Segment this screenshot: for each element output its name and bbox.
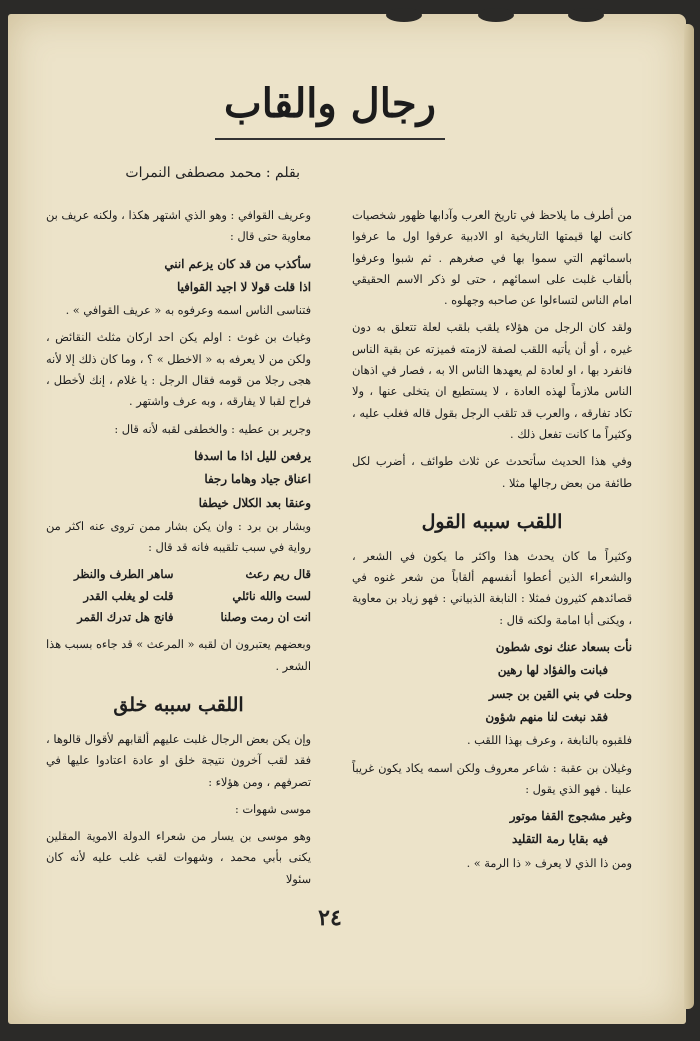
verse-line: فقد نبغت لنا منهم شؤون [485, 709, 608, 724]
verse-line: سأكذب من قد كان يزعم انني [164, 256, 311, 271]
paragraph: وإن يكن بعض الرجال غلبت عليهم ألقابهم لأقوال قالوها ، فقد لقب آخرون نتيجة خلق او عادة اعتادوا عليها في تصرفهم ، ومن هؤلاء : [46, 732, 311, 789]
page-tear [568, 8, 604, 22]
paragraph: وبشار بن برد : وان يكن بشار ممن تروى عنه اكثر من رواية في سبب تلقيبه فانه قد قال : [46, 519, 311, 555]
page-edge [684, 24, 694, 1009]
paragraph: وجرير بن عطيه : والخطفى لقبه لأنه قال : [114, 422, 311, 436]
verse-line: اعناق جياد وهاما رجفا [204, 472, 311, 487]
verse-grid [46, 564, 311, 628]
page-number: ٢٤ [318, 905, 342, 931]
page-tear [478, 8, 514, 22]
paragraph: وهو موسى بن يسار من شعراء الدولة الاموية المقلين يكنى بأبي محمد ، وشهوات لقب غلب عليه لأنه كان سئولا [46, 830, 311, 886]
paragraph: وكثيراً ما كان يحدث هذا واكثر ما يكون في الشعر ، والشعراء الذين أعطوا أنفسهم ألقاباً من شعر غنوه في قصائدهم كثيرون فمثلا : النابغة الذبياني : فهو زياد بن معاوية ، ويكنى أبا امامة ولكنه قال : [352, 549, 632, 627]
section-heading: اللقب سببه القول [421, 510, 563, 533]
verse-line: فيه بقايا رمة التقليد [512, 832, 608, 847]
article-title: رجال والقاب [224, 80, 436, 127]
verse-line: وعنقا بعد الكلال خيطفا [198, 495, 311, 510]
paragraph: وغياث بن غوث : اولم يكن احد اركان مثلث النقائض ، ولكن من لا يعرفه به « الاخطل » ؟ ، وما كان ذلك إلا لأنه هجى رجلا من قومه فقال الرجل : يا غلام ، إنك لأخطل ، فراح لقبا لا يفارقه ، وبه عرف واشتهر . [46, 331, 311, 409]
paragraph: فتناسى الناس اسمه وعرفوه به « عريف القوافي » . [65, 304, 311, 318]
verse-line: فبانت والفؤاد لها رهين [497, 663, 608, 678]
title-underline [215, 138, 445, 140]
verse-cell: قلت لو يغلب القدر [83, 588, 174, 603]
verse-cell: لست والله نائلي [232, 588, 311, 603]
verse-cell: انت ان رمت وصلنا [220, 610, 311, 625]
article-byline: بقلم : محمد مصطفى النمرات [125, 165, 300, 181]
paragraph: فلقبوه بالنابغة ، وعرف بهذا اللقب . [466, 734, 632, 748]
verse-cell: قال ريم رعث [245, 567, 311, 582]
paragraph: من أطرف ما يلاحظ في تاريخ العرب وآدابها ظهور شخصيات كانت لها قيمتها التاريخية او الادبية عرفوا اول ما عرفوا باسمائهم التي سموا بها في صغرهم . ثم شبوا وعرفوا بألقاب غلبت على اسمائهم ، حتى لو ذكر الاسم الحقيقي امام الناس لتساءلوا عن صاحبه وجهلوه . [352, 209, 632, 308]
paragraph: وبعضهم يعتبرون ان لقبه « المرعث » قد جاءه بسبب هذا الشعر . [46, 638, 311, 673]
paragraph: موسى شهوات : [234, 802, 311, 816]
section-heading: اللقب سببه خلق [113, 693, 244, 716]
verse-line: اذا قلت قولا لا اجيد القوافيا [177, 279, 311, 294]
paragraph: وفي هذا الحديث سأتحدث عن ثلاث طوائف ، أضرب لكل طائفة من بعض رجالها مثلا . [352, 455, 632, 490]
verse-cell: ساهر الطرف والنظر [74, 567, 174, 582]
paragraph: ومن ذا الذي لا يعرف « ذا الرمة » . [466, 856, 632, 870]
right-column [352, 205, 632, 880]
verse-line: وحلت في بني القين بن جسر [488, 686, 632, 701]
paragraph: ولقد كان الرجل من هؤلاء يلقب بلقب لعلة تتعلق به دون غيره ، أو أن يأتيه اللقب لصفة لازمته فميزته عن بقية الناس فانفرد بها ، او لعادة لم يعهدها الناس الا به ، فصار في اذهان الناس ملازماً لهذه العادة ، لا يستطيع ان يتخلى عنها ، ولا تكاد تفارقه ، والعرب قد تلقب الرجل بقول قاله فغلب عليه ، وكثيراً ما كانت تفعل ذلك . [352, 321, 632, 441]
verse-line: يرفعن لليل اذا ما اسدفا [194, 448, 311, 463]
verse-line: وغير مشجوج القفا موتور [509, 809, 632, 824]
left-column [46, 205, 311, 896]
verse-cell: فانج هل تدرك القمر [77, 610, 174, 625]
page-tear [386, 8, 422, 22]
paragraph: وغيلان بن عقبة : شاعر معروف ولكن اسمه يكاد يكون غريباً علينا . فهو الذي يقول : [352, 761, 632, 796]
verse-line: نأت بسعاد عنك نوى شطون [495, 640, 632, 655]
paragraph: وعريف القوافي : وهو الذي اشتهر هكذا ، ولكنه عريف بن معاوية حتى قال : [46, 209, 311, 244]
